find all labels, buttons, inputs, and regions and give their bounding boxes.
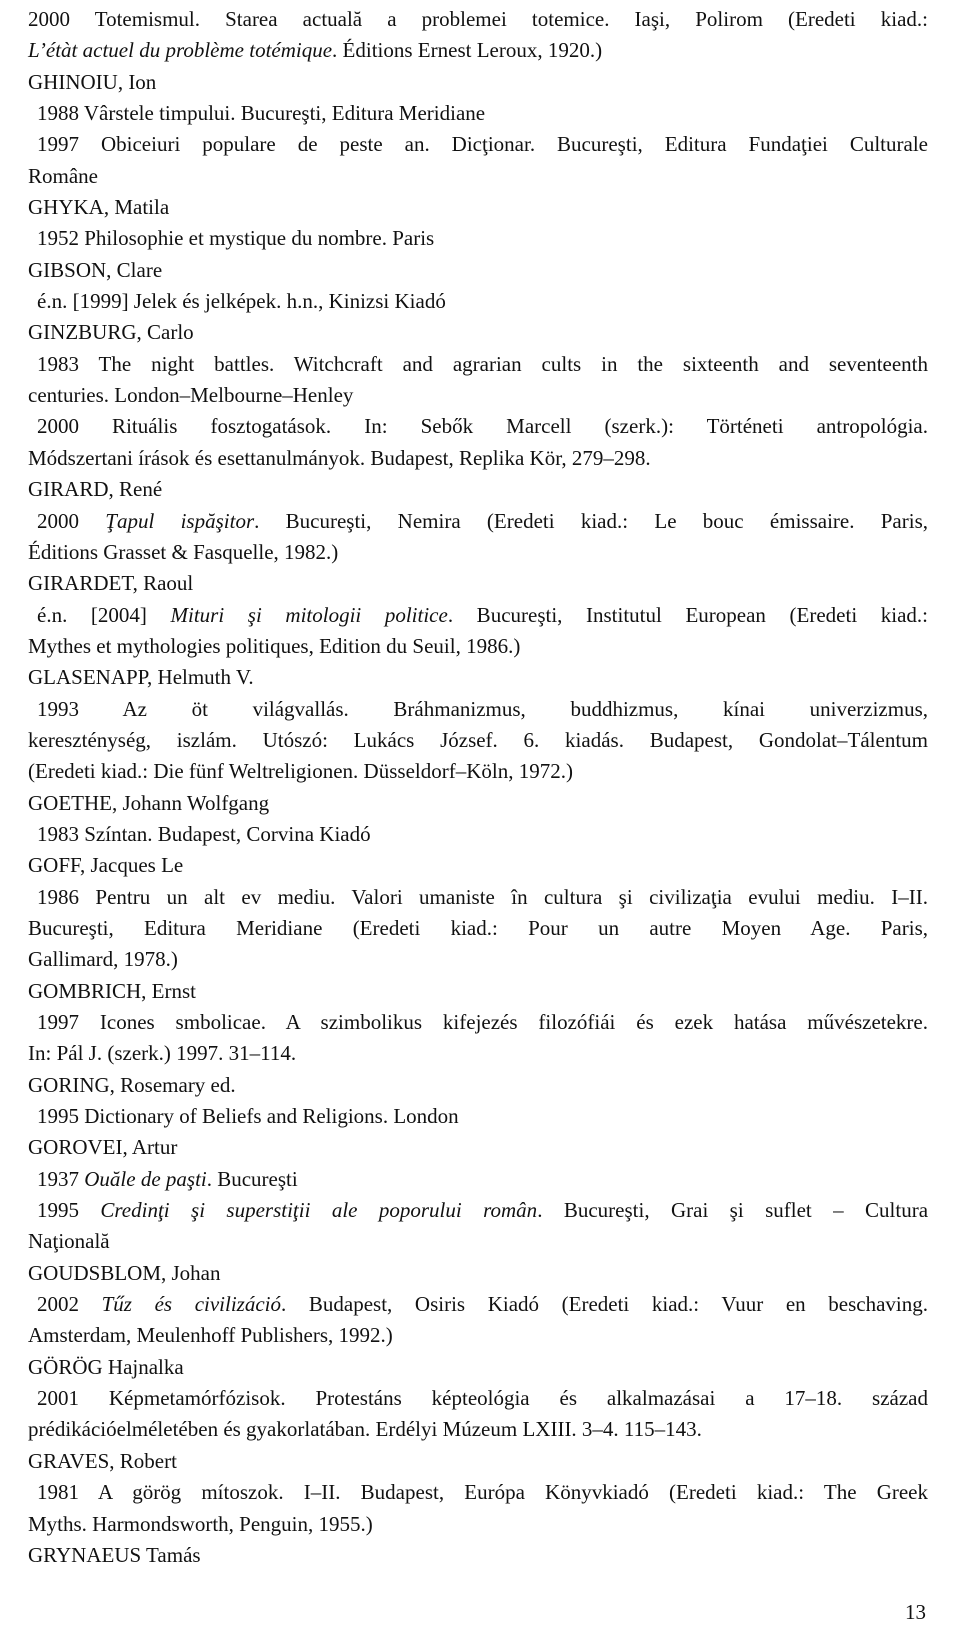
bibliography-line bbox=[28, 380, 928, 411]
line-text bbox=[28, 1323, 393, 1347]
line-text bbox=[28, 1417, 702, 1441]
line-text bbox=[37, 822, 371, 846]
text-run: . Éditions Ernest Leroux, 1920.) bbox=[332, 38, 603, 63]
bibliography-line bbox=[28, 317, 928, 348]
bibliography-line bbox=[28, 1038, 928, 1069]
line-text bbox=[37, 1167, 298, 1191]
text-run: GIBSON, Clare bbox=[28, 257, 163, 282]
line-text bbox=[28, 320, 194, 344]
text-run: Amsterdam, Meulenhoff Publishers, 1992.) bbox=[28, 1323, 393, 1348]
text-run: . Bucureşti bbox=[206, 1166, 298, 1191]
text-run: GLASENAPP, Helmuth V. bbox=[28, 665, 254, 690]
line-text bbox=[28, 1041, 296, 1065]
bibliography-entry-line bbox=[28, 98, 928, 129]
text-run: GOETHE, Johann Wolfgang bbox=[28, 790, 270, 815]
line-text bbox=[28, 571, 193, 595]
text-run: kereszténység, iszlám. Utószó: Lukács József. 6. kiadás. Budapest, Gondolat–Tálentum bbox=[28, 727, 928, 752]
bibliography-line bbox=[28, 1070, 928, 1101]
bibliography-entry-line bbox=[28, 349, 928, 380]
bibliography-line bbox=[28, 944, 928, 975]
text-run: GIRARDET, Raoul bbox=[28, 571, 194, 596]
line-text bbox=[37, 600, 928, 631]
text-run: Éditions Grasset & Fasquelle, 1982.) bbox=[28, 539, 339, 564]
line-text bbox=[28, 1543, 201, 1567]
text-run: 1997 Icones smbolicae. A szimbolikus kifejezés filozófiái és ezek hatása művészetekre. bbox=[37, 1010, 928, 1034]
bibliography-line bbox=[28, 35, 928, 66]
text-run: GINZBURG, Carlo bbox=[28, 320, 194, 345]
bibliography-line bbox=[28, 631, 928, 662]
bibliography-list bbox=[28, 4, 928, 1571]
line-text bbox=[28, 70, 156, 94]
text-run: GHYKA, Matila bbox=[28, 195, 170, 220]
text-run: 1993 Az öt világvallás. Bráhmanizmus, buddhizmus, kínai univerzizmus, bbox=[37, 696, 928, 721]
bibliography-line bbox=[28, 756, 928, 787]
bibliography-entry-line bbox=[28, 506, 928, 537]
text-run: In: Pál J. (szerk.) 1997. 31–114. bbox=[28, 1041, 297, 1066]
line-text bbox=[28, 725, 928, 756]
text-run: 2001 Képmetamórfózisok. Protestáns képteológia és alkalmazásai a 17–18. század bbox=[37, 1386, 928, 1411]
line-text bbox=[28, 1449, 177, 1473]
line-text bbox=[37, 1289, 928, 1320]
text-run: é.n. [1999] Jelek és jelképek. h.n., Kinizsi Kiadó bbox=[37, 289, 446, 314]
line-text bbox=[37, 1104, 459, 1128]
italic-title: Ţapul ispăşitor bbox=[105, 508, 255, 533]
bibliography-entry-line bbox=[28, 1289, 928, 1320]
line-text bbox=[37, 882, 928, 913]
text-run: 1995 Dictionary of Beliefs and Religions. London bbox=[37, 1104, 459, 1129]
text-run: . Bucureşti, Grai şi suflet – Cultura bbox=[537, 1198, 929, 1223]
bibliography-line bbox=[28, 850, 928, 881]
line-text bbox=[28, 4, 928, 35]
bibliography-line bbox=[28, 255, 928, 286]
line-text bbox=[28, 634, 520, 658]
bibliography-line bbox=[28, 1226, 928, 1257]
line-text bbox=[37, 289, 446, 313]
bibliography-line bbox=[28, 1509, 928, 1540]
text-run: GOMBRICH, Ernst bbox=[28, 978, 197, 1003]
text-run: GÖRÖG Hajnalka bbox=[28, 1354, 184, 1379]
text-run: 1983 Színtan. Budapest, Corvina Kiadó bbox=[37, 821, 371, 846]
bibliography-entry-line bbox=[28, 600, 928, 631]
text-run: Române bbox=[28, 163, 98, 188]
bibliography-line bbox=[28, 67, 928, 98]
text-run: 1997 Obiceiuri populare de peste an. Dicţionar. Bucureşti, Editura Fundaţiei Culturale bbox=[37, 132, 928, 157]
italic-title: Ouăle de paşti bbox=[84, 1166, 207, 1191]
text-run: centuries. London–Melbourne–Henley bbox=[28, 383, 354, 408]
bibliography-line bbox=[28, 192, 928, 223]
bibliography-line bbox=[28, 1352, 928, 1383]
bibliography-line bbox=[28, 788, 928, 819]
bibliography-entry-line bbox=[28, 1195, 928, 1226]
line-text bbox=[28, 759, 573, 783]
bibliography-entry-line bbox=[28, 819, 928, 850]
text-run: GRYNAEUS Tamás bbox=[28, 1542, 201, 1567]
bibliography-entry-line bbox=[28, 882, 928, 913]
line-text bbox=[37, 411, 928, 442]
bibliography-line bbox=[28, 4, 928, 35]
text-run: 2002 bbox=[37, 1292, 102, 1317]
text-run: GIRARD, René bbox=[28, 477, 163, 502]
line-text bbox=[28, 913, 928, 944]
text-run: Naţională bbox=[28, 1229, 110, 1254]
text-run: 1988 Vârstele timpului. Bucureşti, Editura Meridiane bbox=[37, 101, 486, 126]
bibliography-line bbox=[28, 443, 928, 474]
line-text bbox=[37, 1477, 928, 1508]
text-run: 1983 The night battles. Witchcraft and agrarian cults in the sixteenth and seventeenth bbox=[37, 351, 928, 376]
line-text bbox=[28, 540, 338, 564]
text-run: prédikációelméletében és gyakorlatában. Erdélyi Múzeum LXIII. 3–4. 115–143. bbox=[28, 1417, 702, 1442]
text-run: Gallimard, 1978.) bbox=[28, 947, 178, 972]
line-text bbox=[28, 1135, 177, 1159]
bibliography-entry-line bbox=[28, 129, 928, 160]
line-text bbox=[28, 1073, 236, 1097]
text-run: 1952 Philosophie et mystique du nombre. Paris bbox=[37, 226, 435, 251]
line-text bbox=[37, 226, 434, 250]
page-number: 13 bbox=[905, 1600, 926, 1624]
text-run: . Bucureşti, Institutul European (Eredeti kiad.: bbox=[447, 602, 928, 627]
italic-title: L’étàt actuel du problème totémique bbox=[28, 38, 333, 63]
text-run: GRAVES, Robert bbox=[28, 1448, 177, 1473]
bibliography-entry-line bbox=[28, 1007, 928, 1038]
line-text bbox=[37, 1195, 928, 1226]
line-text bbox=[28, 195, 169, 219]
line-text bbox=[37, 506, 928, 537]
text-run: GORING, Rosemary ed. bbox=[28, 1072, 236, 1097]
text-run: 2000 Totemismul. Starea actuală a problemei totemice. Iaşi, Polirom (Eredeti kiad.: bbox=[28, 7, 928, 31]
bibliography-line bbox=[28, 1320, 928, 1351]
line-text bbox=[28, 791, 269, 815]
line-text bbox=[28, 1355, 184, 1379]
text-run: 2000 bbox=[37, 508, 106, 533]
bibliography-entry-line bbox=[28, 223, 928, 254]
bibliography-entry-line bbox=[28, 286, 928, 317]
bibliography-line bbox=[28, 662, 928, 693]
bibliography-line bbox=[28, 537, 928, 568]
bibliography-line bbox=[28, 568, 928, 599]
text-run: (Eredeti kiad.: Die fünf Weltreligionen. Düsseldorf–Köln, 1972.) bbox=[28, 759, 573, 784]
text-run: 1986 Pentru un alt ev mediu. Valori umaniste în cultura şi civilizaţia evului mediu. I–II. bbox=[37, 884, 928, 909]
line-text bbox=[28, 853, 183, 877]
text-run: Myths. Harmondsworth, Penguin, 1955.) bbox=[28, 1511, 373, 1536]
line-text bbox=[28, 446, 651, 470]
line-text bbox=[37, 101, 485, 125]
bibliography-entry-line bbox=[28, 1164, 928, 1195]
line-text bbox=[28, 38, 602, 62]
bibliography-entry-line bbox=[28, 1101, 928, 1132]
text-run: GHINOIU, Ion bbox=[28, 69, 157, 94]
line-text bbox=[37, 349, 928, 380]
bibliography-entry-line bbox=[28, 411, 928, 442]
text-run: 1995 bbox=[37, 1198, 101, 1223]
bibliography-entry-line bbox=[28, 1383, 928, 1414]
text-run: 1981 A görög mítoszok. I–II. Budapest, Európa Könyvkiadó (Eredeti kiad.: The Greek bbox=[37, 1480, 928, 1505]
text-run: . Budapest, Osiris Kiadó (Eredeti kiad.: Vuur en beschaving. bbox=[281, 1292, 929, 1317]
bibliography-line bbox=[28, 1132, 928, 1163]
text-run: é.n. [2004] bbox=[37, 602, 171, 627]
line-text bbox=[28, 1512, 373, 1536]
line-text bbox=[37, 1007, 928, 1038]
line-text bbox=[28, 979, 196, 1003]
line-text bbox=[28, 1229, 110, 1253]
italic-title: Credinţi şi superstiţii ale poporului român bbox=[100, 1198, 538, 1223]
bibliography-line bbox=[28, 1258, 928, 1289]
italic-title: Mituri şi mitologii politice bbox=[170, 602, 448, 627]
bibliography-line bbox=[28, 474, 928, 505]
line-text bbox=[28, 1261, 221, 1285]
line-text bbox=[37, 1383, 928, 1414]
text-run: Bucureşti, Editura Meridiane (Eredeti kiad.: Pour un autre Moyen Age. Paris, bbox=[28, 915, 928, 940]
text-run: 2000 Rituális fosztogatások. In: Sebők Marcell (szerk.): Történeti antropológia. bbox=[37, 414, 928, 439]
bibliography-line bbox=[28, 161, 928, 192]
text-run: GOROVEI, Artur bbox=[28, 1135, 178, 1160]
bibliography-line bbox=[28, 1540, 928, 1571]
bibliography-line bbox=[28, 976, 928, 1007]
line-text bbox=[37, 694, 928, 725]
line-text bbox=[28, 258, 162, 282]
text-run: . Bucureşti, Nemira (Eredeti kiad.: Le bouc émissaire. Paris, bbox=[254, 508, 929, 533]
bibliography-line bbox=[28, 725, 928, 756]
text-run: Módszertani írások és esettanulmányok. Budapest, Replika Kör, 279–298. bbox=[28, 445, 651, 470]
line-text bbox=[28, 477, 162, 501]
bibliography-entry-line bbox=[28, 694, 928, 725]
line-text bbox=[28, 164, 98, 188]
italic-title: Tűz és civilizáció bbox=[101, 1292, 282, 1317]
bibliography-entry-line bbox=[28, 1477, 928, 1508]
text-run: 1937 bbox=[37, 1166, 85, 1191]
line-text bbox=[37, 129, 928, 160]
text-run: Mythes et mythologies politiques, Edition du Seuil, 1986.) bbox=[28, 633, 521, 658]
bibliography-line bbox=[28, 1446, 928, 1477]
text-run: GOFF, Jacques Le bbox=[28, 853, 184, 878]
bibliography-line bbox=[28, 1414, 928, 1445]
line-text bbox=[28, 383, 353, 407]
bibliography-line bbox=[28, 913, 928, 944]
line-text bbox=[28, 665, 254, 689]
text-run: GOUDSBLOM, Johan bbox=[28, 1260, 221, 1285]
line-text bbox=[28, 947, 178, 971]
